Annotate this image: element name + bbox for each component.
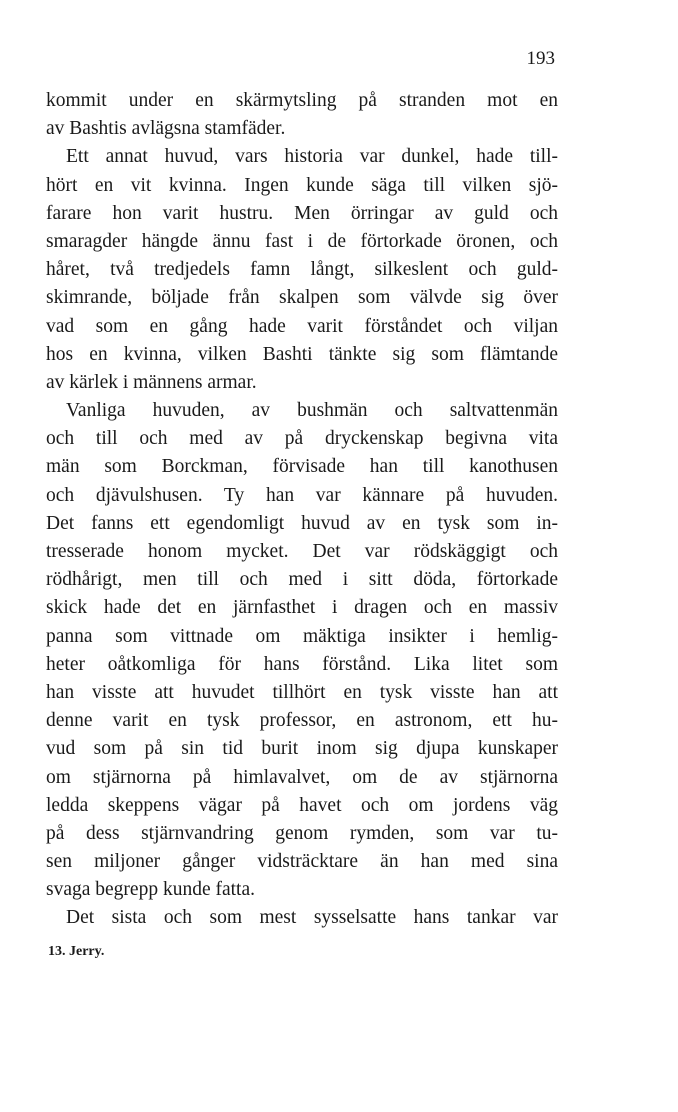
text-line: på dess stjärnvandring genom rymden, som var tu- [46, 822, 558, 844]
text-line: och till och med av på dryckenskap begivna vita [46, 428, 558, 450]
text-line: smaragder hängde ännu fast i de förtorkade öronen, och [46, 230, 558, 252]
text-line: Det fanns ett egendomligt huvud av en tysk som in- [46, 512, 558, 534]
text-line: Vanliga huvuden, av bushmän och saltvattenmän [66, 400, 558, 422]
text-line: heter oåtkomliga för hans förstånd. Lika litet som [46, 653, 558, 675]
text-line: män som Borckman, förvisade han till kanothusen [46, 456, 558, 478]
text-line: sen miljoner gånger vidsträcktare än han med sina [46, 851, 558, 873]
page-number: 193 [526, 48, 555, 69]
text-line: rödhårigt, men till och med i sitt döda, förtorkade [46, 569, 558, 591]
text-line: vad som en gång hade varit förståndet och viljan [46, 315, 558, 337]
text-line: hört en vit kvinna. Ingen kunde säga till vilken sjö- [46, 174, 558, 196]
text-line: kommit under en skärmytsling på stranden mot en [46, 90, 558, 111]
text-line: svaga begrepp kunde fatta. [46, 879, 255, 901]
text-line: ledda skeppens vägar på havet och om jordens väg [46, 794, 558, 816]
text-line: farare hon varit hustru. Men örringar av guld och [46, 202, 558, 224]
text-line: av kärlek i männens armar. [46, 371, 257, 393]
text-line: skimrande, böljade från skalpen som välvde sig över [46, 287, 558, 309]
text-line: håret, två tredjedels famn långt, silkeslent och guld- [46, 259, 558, 281]
text-line: av Bashtis avlägsna stamfäder. [46, 118, 286, 140]
text-line: panna som vittnade om mäktiga insikter i hemlig- [46, 625, 558, 647]
text-line: vud som på sin tid burit inom sig djupa kunskaper [46, 738, 558, 760]
text-line: hos en kvinna, vilken Bashti tänkte sig som flämtande [46, 343, 558, 365]
text-line: denne varit en tysk professor, en astronom, ett hu- [46, 710, 558, 732]
printer-signature: 13. Jerry. [48, 944, 105, 959]
text-line: och djävulshusen. Ty han var kännare på huvuden. [46, 484, 558, 506]
text-line: han visste att huvudet tillhört en tysk visste han att [46, 681, 558, 703]
body-text [46, 87, 558, 933]
text-line: tresserade honom mycket. Det var rödskäggigt och [46, 541, 558, 562]
text-line: om stjärnorna på himlavalvet, om de av stjärnorna [46, 766, 558, 788]
text-line: Det sista och som mest sysselsatte hans tankar var [66, 907, 558, 929]
text-line: skick hade det en järnfasthet i dragen och en massiv [46, 597, 558, 619]
text-line: Ett annat huvud, vars historia var dunkel, hade till- [66, 146, 558, 168]
